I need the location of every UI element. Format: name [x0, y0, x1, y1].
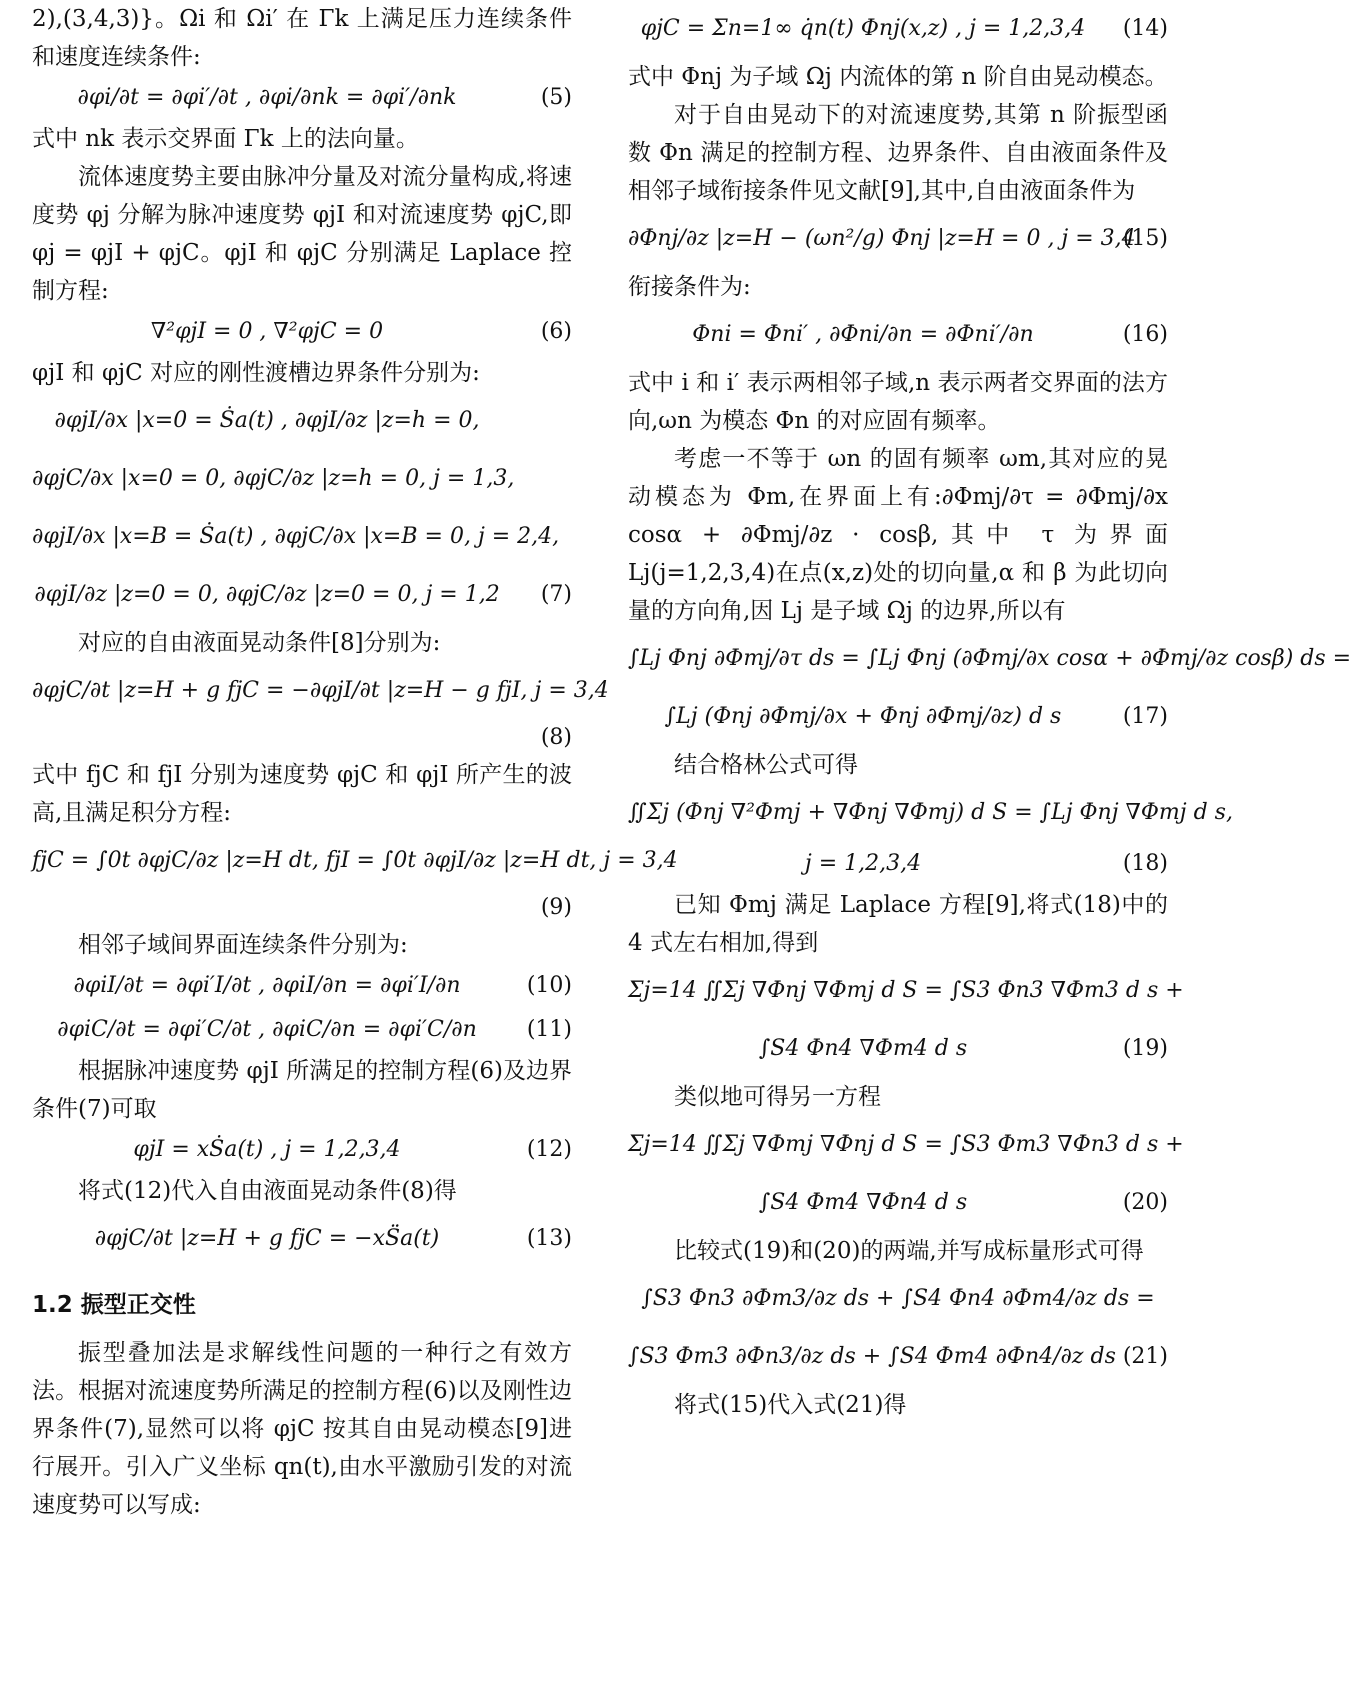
paragraph-right-6: 结合格林公式可得 — [674, 752, 858, 778]
equation-18b: j = 1,2,3,4 (18) — [804, 851, 1168, 876]
left-column — [32, 0, 678, 1524]
equation-17b: ∫Lj (Φnj ∂Φmj/∂x + Φnj ∂Φmj/∂z) d s (17) — [664, 704, 1168, 729]
section-heading: 1.2 振型正交性 — [32, 1292, 196, 1318]
equation-7c: ∂φjI/∂x |x=B = Ṡa(t) , ∂φjC/∂x |x=B = 0, j = 2,4, — [32, 524, 560, 549]
paragraph-left-1: 2),(3,4,3)}。Ωi 和 Ωi′ 在 Γk 上满足压力连续条件和速度连续条件: — [32, 6, 572, 70]
equation-8-number: (8) — [540, 725, 572, 750]
equation-11: ∂φiC/∂t = ∂φi′C/∂t , ∂φiC/∂n = ∂φi′C/∂n (11) — [57, 1017, 572, 1042]
paragraph-right-1: 式中 Φnj 为子域 Ωj 内流体的第 n 阶自由晃动模态。 — [628, 64, 1168, 90]
equation-21a: ∫S3 Φn3 ∂Φm3/∂z ds + ∫S4 Φn4 ∂Φm4/∂z ds = — [641, 1286, 1155, 1311]
paragraph-right-8: 类似地可得另一方程 — [674, 1084, 881, 1110]
paragraph-left-7: 相邻子域间界面连续条件分别为: — [78, 932, 408, 958]
equation-13: ∂φjC/∂t |z=H + g fjC = −xS̈a(t) (13) — [94, 1226, 572, 1251]
equation-9: fjC = ∫0t ∂φjC/∂z |z=H dt, fjI = ∫0t ∂φjI/∂z |z=H dt, j = 3,4 — [32, 848, 678, 873]
equation-7d: ∂φjI/∂z |z=0 = 0, ∂φjC/∂z |z=0 = 0, j = 1,2 (7) — [34, 582, 572, 607]
paragraph-left-6: 式中 fjC 和 fjI 分别为速度势 φjC 和 φjI 所产生的波高,且满足积分方程: — [32, 762, 572, 826]
paragraph-right-2: 对于自由晃动下的对流速度势,其第 n 阶振型函数 Φn 满足的控制方程、边界条件、自由液面条件及相邻子域衔接条件见文献[9],其中,自由液面条件为 — [628, 102, 1168, 204]
paragraph-left-4: φjI 和 φjC 对应的刚性渡槽边界条件分别为: — [32, 360, 480, 386]
equation-8: ∂φjC/∂t |z=H + g fjC = −∂φjI/∂t |z=H − g fjI, j = 3,4 — [32, 678, 609, 703]
equation-14: φjC = Σn=1∞ q̇n(t) Φnj(x,z) , j = 1,2,3,4 (14) — [640, 16, 1168, 41]
paragraph-right-3: 衔接条件为: — [628, 274, 751, 300]
equation-15: ∂Φnj/∂z |z=H − (ωn²/g) Φnj |z=H = 0 , j = 3,4 (15) — [628, 226, 1168, 251]
paragraph-left-10: 振型叠加法是求解线性问题的一种行之有效方法。根据对流速度势所满足的控制方程(6)以及刚性边界条件(7),显然可以将 φjC 按其自由晃动模态[9]进行展开。引入广义坐标 qn(t),由水平激励引发的对流速度势可以写成: — [32, 1340, 572, 1518]
equation-17a: ∫Lj Φnj ∂Φmj/∂τ ds = ∫Lj Φnj (∂Φmj/∂x cosα + ∂Φmj/∂z cosβ) ds = — [628, 646, 1351, 671]
paragraph-right-10: 将式(15)代入式(21)得 — [674, 1392, 907, 1418]
equation-9-number: (9) — [540, 895, 572, 920]
equation-19b: ∫S4 Φn4 ∇Φm4 d s (19) — [758, 1036, 1168, 1061]
equation-6: ∇²φjI = 0 , ∇²φjC = 0 (6) — [150, 319, 572, 344]
paragraph-right-4: 式中 i 和 i′ 表示两相邻子域,n 表示两者交界面的法方向,ωn 为模态 Φn 的对应固有频率。 — [628, 370, 1168, 434]
paragraph-left-9: 将式(12)代入自由液面晃动条件(8)得 — [78, 1178, 457, 1204]
equation-7a: ∂φjI/∂x |x=0 = Ṡa(t) , ∂φjI/∂z |z=h = 0, — [54, 408, 480, 433]
equation-19a: Σj=14 ∬Σj ∇Φnj ∇Φmj d S = ∫S3 Φn3 ∇Φm3 d s + — [628, 978, 1184, 1003]
equation-5: ∂φi/∂t = ∂φi′/∂t , ∂φi/∂nk = ∂φi′/∂nk (5) — [77, 85, 572, 110]
paragraph-left-5: 对应的自由液面晃动条件[8]分别为: — [78, 630, 441, 656]
paragraph-left-2: 式中 nk 表示交界面 Γk 上的法向量。 — [32, 126, 419, 152]
right-column — [628, 0, 1351, 1424]
equation-7b: ∂φjC/∂x |x=0 = 0, ∂φjC/∂z |z=h = 0, j = 1,3, — [32, 466, 515, 491]
paragraph-left-3: 流体速度势主要由脉冲分量及对流分量构成,将速度势 φj 分解为脉冲速度势 φjI 和对流速度势 φjC,即 φj = φjI + φjC。φjI 和 φjC 分别满足 Laplace 控制方程: — [32, 164, 572, 304]
paragraph-right-9: 比较式(19)和(20)的两端,并写成标量形式可得 — [674, 1238, 1144, 1264]
paragraph-right-5: 考虑一不等于 ωn 的固有频率 ωm,其对应的晃动模态为 Φm,在界面上有:∂Φmj/∂τ = ∂Φmj/∂x cosα + ∂Φmj/∂z · cosβ,其中 τ 为界面 Lj(j=1,2,3,4)在点(x,z)处的切向量,α 和 β 为此切向量的方向角,因 Lj 是子域 Ωj 的边界,所以有 — [628, 446, 1168, 624]
equation-16: Φni = Φni′ , ∂Φni/∂n = ∂Φni′/∂n (16) — [692, 322, 1168, 347]
equation-12: φjI = xṠa(t) , j = 1,2,3,4 (12) — [133, 1137, 572, 1162]
paragraph-left-8: 根据脉冲速度势 φjI 所满足的控制方程(6)及边界条件(7)可取 — [32, 1058, 572, 1122]
equation-21b: ∫S3 Φm3 ∂Φn3/∂z ds + ∫S4 Φm4 ∂Φn4/∂z ds (21) — [628, 1344, 1168, 1369]
equation-10: ∂φiI/∂t = ∂φi′I/∂t , ∂φiI/∂n = ∂φi′I/∂n (10) — [73, 973, 572, 998]
paragraph-right-7: 已知 Φmj 满足 Laplace 方程[9],将式(18)中的 4 式左右相加,得到 — [628, 892, 1168, 956]
equation-20a: Σj=14 ∬Σj ∇Φmj ∇Φnj d S = ∫S3 Φm3 ∇Φn3 d s + — [628, 1132, 1184, 1157]
equation-20b: ∫S4 Φm4 ∇Φn4 d s (20) — [758, 1190, 1168, 1215]
equation-18a: ∬Σj (Φnj ∇²Φmj + ∇Φnj ∇Φmj) d S = ∫Lj Φnj ∇Φmj d s, — [628, 800, 1233, 825]
